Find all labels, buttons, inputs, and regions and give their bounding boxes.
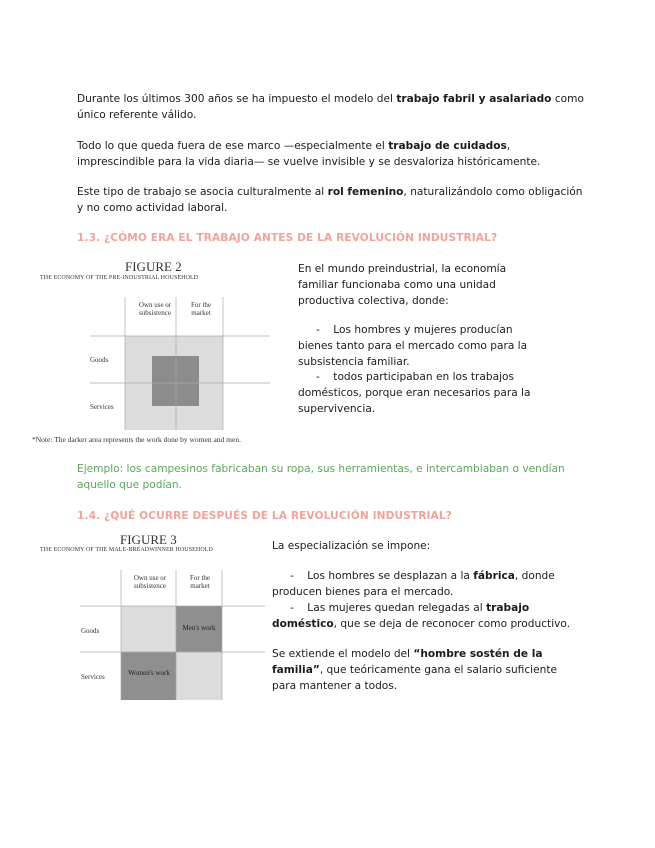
section-heading-1-3: 1.3. ¿CÓMO ERA EL TRABAJO ANTES DE LA REVOLUCIÓN INDUSTRIAL? bbox=[77, 232, 498, 244]
figure-2-row-services: Services bbox=[90, 403, 114, 411]
figure-3-subtitle: THE ECONOMY OF THE MALE-BREADWINNER HOUSEHOLD bbox=[40, 547, 213, 553]
intro-paragraph-2 bbox=[77, 138, 587, 170]
figure-3-row-services: Services bbox=[81, 673, 105, 681]
bold-run: trabajo de cuidados bbox=[388, 140, 507, 152]
figure-3-col-market: For the market bbox=[189, 574, 211, 590]
example-text: Ejemplo: los campesinos fabricaban su ropa, sus herramientas, e intercambiaban o vendían aquello que podían. bbox=[77, 463, 565, 491]
bullet-dash: - bbox=[316, 324, 334, 336]
section-1-4-bullet-1 bbox=[272, 568, 572, 600]
bullet-dash: - bbox=[290, 602, 308, 614]
text-run: como único referente válido. bbox=[77, 93, 584, 121]
figure-3-row-goods: Goods bbox=[81, 627, 100, 635]
section-1-3-bullet-2 bbox=[298, 369, 543, 417]
text-run: Se extiende el modelo del bbox=[272, 648, 414, 660]
text-run: Las mujeres quedan relegadas al bbox=[307, 602, 487, 614]
text-run: , que teóricamente gana el salario suficiente para mantener a todos. bbox=[272, 664, 558, 692]
section-1-4-intro: La especialización se impone: bbox=[272, 540, 431, 552]
bullet-dash: - bbox=[290, 570, 308, 582]
figure-3-col-subsistence: Own use or subsistence bbox=[133, 574, 167, 590]
section-1-3-bullet-1 bbox=[298, 322, 543, 370]
figure-2-note: *Note: The darker area represents the work done by women and men. bbox=[32, 435, 241, 444]
figure-3-title: FIGURE 3 bbox=[120, 532, 177, 547]
figure-3-womens-work-label: Women's work bbox=[128, 669, 170, 677]
figure-3-grid bbox=[75, 565, 275, 705]
bullet-text: Los hombres y mujeres producían bienes tanto para el mercado como para la subsistencia familiar. bbox=[298, 324, 528, 368]
bold-run: trabajo doméstico bbox=[272, 602, 530, 630]
section-1-4-bullet-2 bbox=[272, 600, 572, 632]
text-run: , donde producen bienes para el mercado. bbox=[272, 570, 555, 598]
figure-2-dark-area bbox=[152, 356, 199, 406]
figure-2-subtitle: THE ECONOMY OF THE PRE-INDUSTRIAL HOUSEHOLD bbox=[40, 275, 199, 281]
figure-2-col-market: For the market bbox=[190, 301, 212, 317]
figure-3-cell-services-market bbox=[176, 652, 222, 700]
section-1-3-text bbox=[298, 261, 543, 309]
figure-3-cell-goods-subsistence bbox=[121, 606, 176, 652]
text-run: , imprescindible para la vida diaria— se vuelve invisible y se desvaloriza históricamente. bbox=[77, 140, 541, 168]
bold-run: trabajo fabril y asalariado bbox=[396, 93, 552, 105]
bold-run: “hombre sostén de la familia” bbox=[272, 648, 543, 676]
section-heading-1-4: 1.4. ¿QUÉ OCURRE DESPUÉS DE LA REVOLUCIÓN INDUSTRIAL? bbox=[77, 510, 452, 522]
bullet-dash: - bbox=[316, 371, 334, 383]
section-1-3-intro: En el mundo preindustrial, la economía familiar funcionaba como una unidad productiva colectiva, donde: bbox=[298, 263, 507, 307]
bullet-text: todos participaban en los trabajos domésticos, porque eran necesarios para la supervivencia. bbox=[298, 371, 531, 415]
figure-2-col-subsistence: Own use or subsistence bbox=[138, 301, 172, 317]
text-run: Este tipo de trabajo se asocia culturalmente al bbox=[77, 186, 328, 198]
text-run: Durante los últimos 300 años se ha impuesto el modelo del bbox=[77, 93, 397, 105]
intro-paragraph-3 bbox=[77, 184, 587, 216]
text-run: , naturalizándolo como obligación y no como actividad laboral. bbox=[77, 186, 583, 214]
section-1-4-closing bbox=[272, 646, 582, 694]
figure-3-mens-work-label: Men's work bbox=[182, 624, 216, 632]
text-run: Los hombres se desplazan a la bbox=[307, 570, 474, 582]
text-run: Todo lo que queda fuera de ese marco —especialmente el bbox=[77, 140, 389, 152]
bold-run: fábrica bbox=[473, 570, 515, 582]
intro-paragraph-1 bbox=[77, 91, 587, 123]
figure-2-row-goods: Goods bbox=[90, 356, 109, 364]
figure-2-title: FIGURE 2 bbox=[125, 259, 182, 274]
text-run: , que se deja de reconocer como productivo. bbox=[333, 618, 571, 630]
figure-2-grid bbox=[85, 292, 285, 432]
bold-run: rol femenino bbox=[327, 186, 404, 198]
